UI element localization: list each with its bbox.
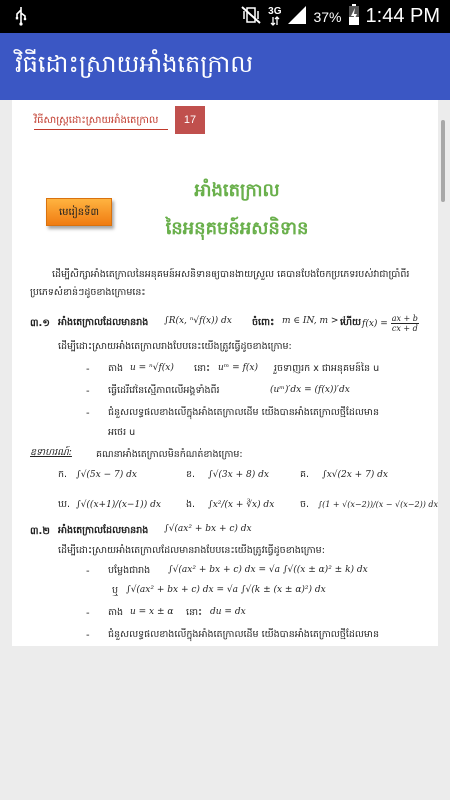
example-item-expr: ∫√((x+1)/(x−1)) dx bbox=[76, 500, 161, 510]
network-3g-indicator bbox=[268, 7, 281, 26]
app-title: វិធីដោះស្រាយអាំងតេក្រាល bbox=[15, 50, 254, 78]
section-integral: ∫R(x, ⁿ√f(x)) dx bbox=[164, 316, 232, 326]
vibrate-muted-icon bbox=[240, 5, 262, 29]
condition-label: ចំពោះ bbox=[252, 317, 275, 328]
bullet-marker: - bbox=[86, 566, 90, 577]
sec2-step3-a: ជំនួសលទ្ធផលខាងលើក្នុងអាំងតេក្រាលដើម យើងបានអាំងតេក្រាលថ្មីដែលមាន bbox=[108, 629, 379, 640]
example-item-expr: ∫√(3x + 8) dx bbox=[208, 470, 269, 480]
fx-fraction bbox=[391, 314, 419, 333]
sec1-step1-b: u = ⁿ√f(x) bbox=[130, 363, 174, 373]
page-title-line1: អាំងតេក្រាល bbox=[194, 180, 280, 201]
sec1-step3-b: អថេរ u bbox=[108, 427, 136, 438]
sec1-lead: ដើម្បីដោះស្រាយអាំងតេក្រាលរាងបែបនេះយើងត្រូវធ្វើដូចខាងក្រោម: bbox=[58, 341, 292, 352]
example-item-label: ក. bbox=[58, 469, 68, 480]
page-title-line2: នៃអនុគមន៍អសនិទាន bbox=[165, 218, 309, 239]
example-item-expr: ∫x√(2x + 7) dx bbox=[322, 470, 389, 480]
bullet-marker: - bbox=[86, 386, 90, 397]
example-item-expr: ∫√(5x − 7) dx bbox=[76, 470, 137, 480]
fx-lhs: f(x) = bbox=[362, 319, 388, 329]
fx-definition bbox=[362, 314, 419, 333]
section-title: អាំងតេក្រាលដែលមានរាង bbox=[58, 317, 149, 328]
page-header-title: វិធីសាស្ត្រដោះស្រាយអាំងតេក្រាល bbox=[34, 115, 159, 126]
example-text: គណនាអាំងតេក្រាលមិនកំណត់ខាងក្រោម: bbox=[96, 449, 243, 460]
intro-paragraph: ដើម្បីសិក្សាអាំងតេក្រាលនៃអនុគមន៍អសនិទានឲ្យបានងាយស្រួល គេបានបែងចែកប្រភេទរបស់វាជាប្រាំពីរប្រភេទសំខាន់ៗដូចខាងក្រោមនេះ bbox=[30, 269, 410, 298]
example-item-expr: ∫x²/(x + ∛x) dx bbox=[208, 500, 275, 510]
bullet-marker: - bbox=[86, 408, 90, 419]
example-item-label: ឃ. bbox=[58, 499, 71, 510]
sec2-step2-b: u = x ± α bbox=[130, 607, 174, 617]
sec2-step1-c: ឬ bbox=[112, 585, 119, 596]
document-viewer[interactable] bbox=[0, 100, 450, 800]
example-item-label: ច. bbox=[300, 499, 310, 510]
section-number: ៣.២ bbox=[30, 526, 50, 537]
and-label: ហើយ bbox=[340, 317, 362, 328]
sec1-step2-a: ធ្វើដេរីវេនៃស្មើភាពលើអង្គទាំងពីរ bbox=[108, 385, 220, 396]
scrollbar-thumb[interactable] bbox=[441, 120, 445, 202]
sec2-step1-b: ∫√(ax² + bx + c) dx = √a ∫√((x ± α)² ± k) dx bbox=[168, 565, 368, 575]
sec2-step1-d: ∫√(ax² + bx + c) dx = √a ∫√(k ± (x ± α)²) dx bbox=[126, 585, 326, 595]
battery-charging-icon bbox=[348, 4, 360, 30]
fx-denominator: cx + d bbox=[391, 324, 418, 333]
sec2-step2-d: du = dx bbox=[210, 607, 246, 617]
sec1-step2-b: (uᵐ)′dx = (f(x))′dx bbox=[270, 385, 350, 395]
condition-math: m ∈ IN, m > 1 bbox=[282, 316, 348, 326]
section-title: អាំងតេក្រាលដែលមានរាង bbox=[58, 525, 149, 536]
app-bar bbox=[0, 33, 450, 100]
page-number-badge: 17 bbox=[175, 106, 205, 134]
sec2-step2-a: តាង bbox=[108, 607, 124, 618]
lesson-badge: មេរៀនទី៣ bbox=[46, 198, 112, 226]
sec1-step1-d: uᵐ = f(x) bbox=[218, 363, 259, 373]
clock: 1:44 PM bbox=[365, 5, 440, 27]
section-number: ៣.១ bbox=[30, 318, 50, 329]
section-integral: ∫√(ax² + bx + c) dx bbox=[164, 524, 252, 534]
document-page bbox=[12, 100, 438, 646]
status-bar bbox=[0, 0, 450, 33]
example-label: ឧទាហរណ៍: bbox=[30, 447, 72, 458]
status-icons bbox=[240, 0, 440, 33]
example-item-label: គ. bbox=[300, 469, 310, 480]
sec1-step1-a: តាង bbox=[108, 363, 124, 374]
sec2-step2-c: នោះ bbox=[186, 607, 203, 618]
bullet-marker: - bbox=[86, 630, 90, 641]
signal-icon bbox=[287, 5, 307, 29]
network-type: 3G bbox=[268, 6, 282, 17]
sec1-step3-a: ជំនួសលទ្ធផលខាងលើក្នុងអាំងតេក្រាលដើម យើងបានអាំងតេក្រាលថ្មីដែលមាន bbox=[108, 407, 379, 418]
example-item-label: ខ. bbox=[186, 469, 196, 480]
sec2-lead: ដើម្បីដោះស្រាយអាំងតេក្រាលដែលមានរាងបែបនេះយើងត្រូវធ្វើដូចខាងក្រោម: bbox=[58, 545, 325, 556]
fx-numerator: ax + b bbox=[391, 314, 418, 323]
usb-icon bbox=[14, 6, 28, 30]
bullet-marker: - bbox=[86, 364, 90, 375]
example-item-label: ង. bbox=[186, 499, 196, 510]
header-underline bbox=[34, 129, 168, 130]
example-item-expr: ∫(1 + √(x−2))/(x − √(x−2)) dx bbox=[318, 500, 438, 509]
bullet-marker: - bbox=[86, 608, 90, 619]
battery-percent: 37% bbox=[313, 8, 342, 25]
sec1-step1-e: រួចទាញរក x ជាអនុគមន៍នៃ u bbox=[274, 363, 380, 374]
sec2-step1-a: បម្លែងជារាង bbox=[108, 565, 151, 576]
sec1-step1-c: នោះ bbox=[194, 363, 211, 374]
